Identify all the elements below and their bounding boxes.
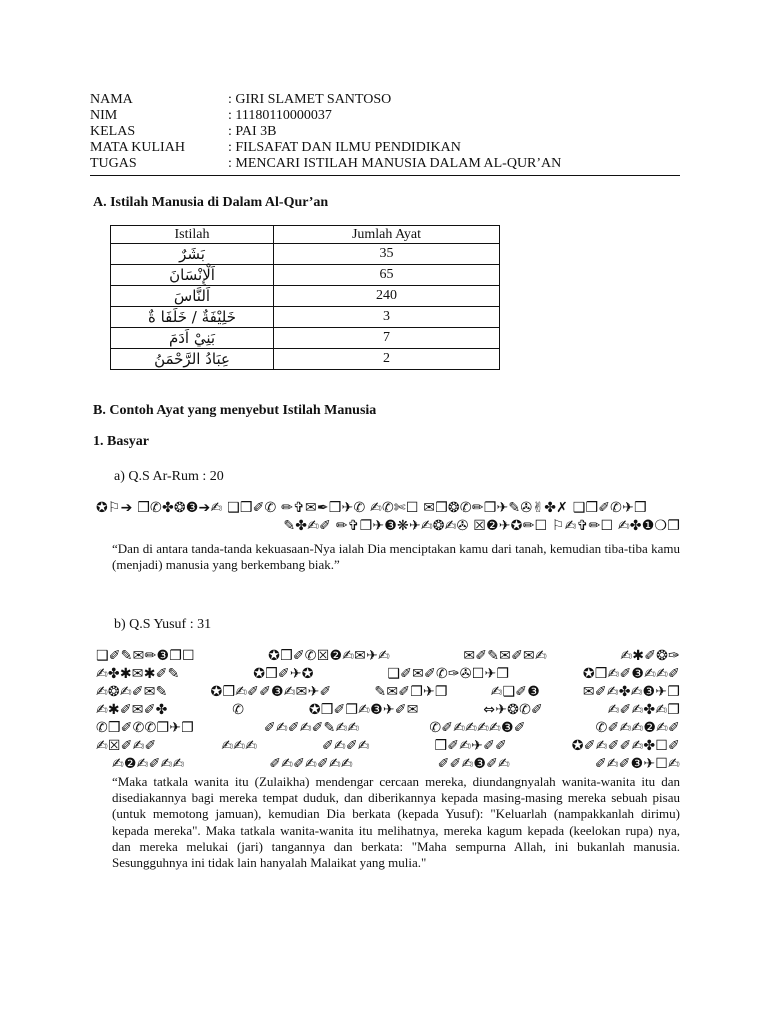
table-row bbox=[111, 328, 500, 349]
tugas-value: : MENCARI ISTILAH MANUSIA DALAM AL-QUR’AN bbox=[228, 156, 562, 171]
student-info-header bbox=[90, 92, 680, 172]
header-row-nama bbox=[90, 92, 680, 108]
arabic-word: ⇔✈❂✆✐ bbox=[483, 702, 543, 718]
table-cell-count: 240 bbox=[274, 286, 500, 307]
arabic-word: ✆❒✐✆✆❐✈❐ bbox=[96, 720, 194, 736]
header-row-tugas bbox=[90, 156, 680, 172]
nim-value: : 11180110000037 bbox=[228, 108, 332, 123]
translation-yusuf: “Maka tatkala wanita itu (Zulaikha) mendengar cercaan mereka, diundangnyalah wanita-wanita itu dan disediakannya bagi mereka tempat duduk, dan diberikannya kepada masing-masing mereka sebuah pisau (untuk memotong jamuan), kemudian Dia berkata (kepada Yusuf): "Keluarlah (nampakkanlah dirimu) kepada mereka". Maka tatkala wanita-wanita itu melihatnya, mereka kagum kepada (keelokan rupa) nya, dan mereka melukai (jari) tangannya dan berkata: "Maha sempurna Allah, ini bukanlah manusia. Sesungguhnya ini tidak lain hanyalah Malaikat yang mulia." bbox=[112, 774, 680, 871]
kelas-value: : PAI 3B bbox=[228, 124, 277, 139]
verse-ref-ar-rum: a) Q.S Ar-Rum : 20 bbox=[114, 469, 224, 484]
table-cell-term: اَلْإِنْسَانَ bbox=[111, 265, 274, 286]
arabic-word: ✪✐✍✐✐✍✤☐✐ bbox=[571, 738, 680, 754]
arabic-word: ✆✐✍✍❷✍✐ bbox=[595, 720, 680, 736]
table-cell-term: خَلِيْفَةٌ / خَلَفَا ةٌ bbox=[111, 307, 274, 328]
nim-label: NIM bbox=[90, 108, 118, 123]
subsection-basyar-heading: 1. Basyar bbox=[93, 434, 149, 449]
header-row-kelas bbox=[90, 124, 680, 140]
arabic-word: ✎✉✐❐✈❐ bbox=[374, 684, 448, 700]
table-cell-term: عِبَادُ الرَّحْمَنُ bbox=[111, 349, 274, 370]
header-row-nim bbox=[90, 108, 680, 124]
istilah-table bbox=[110, 225, 500, 370]
arabic-verse-line bbox=[96, 701, 680, 719]
section-a-heading: A. Istilah Manusia di Dalam Al-Qur’an bbox=[93, 195, 329, 210]
arabic-word: ✪❒✐❐✍❸✈✐✉ bbox=[308, 702, 419, 718]
table-cell-count: 65 bbox=[274, 265, 500, 286]
arabic-word: ✆ bbox=[232, 702, 245, 718]
arabic-word: ✐✍✐✍ bbox=[321, 738, 370, 754]
arabic-word: ✉✐✍✤✍❸✈❐ bbox=[582, 684, 680, 700]
table-row bbox=[111, 349, 500, 370]
table-cell-count: 35 bbox=[274, 244, 500, 265]
arabic-word: ❑✐✉✐✆✑✇☐✈❐ bbox=[387, 666, 510, 682]
arabic-word: ✆✐✍✍✍✍❸✐ bbox=[429, 720, 526, 736]
nama-label: NAMA bbox=[90, 92, 133, 107]
mata-kuliah-value: : FILSAFAT DAN ILMU PENDIDIKAN bbox=[228, 140, 461, 155]
table-cell-count: 2 bbox=[274, 349, 500, 370]
arabic-word: ❑✐✎✉✏❸❐☐ bbox=[96, 648, 195, 664]
arabic-word: ✍✤✱✉✱✐✎ bbox=[96, 666, 180, 682]
arabic-word: ✍✐✍✤✍❐ bbox=[607, 702, 680, 718]
table-header-istilah: Istilah bbox=[111, 226, 274, 244]
nama-value: : GIRI SLAMET SANTOSO bbox=[228, 92, 392, 107]
header-divider bbox=[90, 175, 680, 176]
kelas-label: KELAS bbox=[90, 124, 136, 139]
arabic-word: ✐✍✐✍✐✍✍ bbox=[269, 756, 353, 772]
arabic-word: ✪❒✐✈✪ bbox=[253, 666, 314, 682]
verse-ref-yusuf: b) Q.S Yusuf : 31 bbox=[114, 617, 212, 632]
arabic-verse-line bbox=[96, 737, 680, 755]
translation-ar-rum: “Dan di antara tanda-tanda kekuasaan-Nya ialah Dia menciptakan kamu dari tanah, kemudian tiba-tiba kamu (menjadi) manusia yang berkembang biak.” bbox=[112, 541, 680, 573]
table-row bbox=[111, 286, 500, 307]
arabic-verse-line: ✪⚐➔ ❒✆✤❂❸➔✍ ❑❒✐✆ ✏✞✉✒❒✈✆ ✍✆✄☐ ✉❐❂✆✏❐✈✎✇✌✤✗ ❑❒✐✆✈❒ bbox=[96, 500, 647, 516]
arabic-verse-line bbox=[96, 647, 680, 665]
arabic-word: ✪❒✍✐❸✍✍✐ bbox=[582, 666, 680, 682]
table-row bbox=[111, 307, 500, 328]
table-cell-term: اَلنَّاسَ bbox=[111, 286, 274, 307]
arabic-word: ✐✍✐❸✈☐✍ bbox=[594, 756, 680, 772]
arabic-word: ✐✍✐✍✐✎✍✍ bbox=[263, 720, 360, 736]
table-row bbox=[111, 244, 500, 265]
arabic-word: ✍☒✐✍✐ bbox=[96, 738, 157, 754]
arabic-word: ✍✱✐❂✑ bbox=[620, 648, 680, 664]
arabic-word: ✐✐✍❸✐✍ bbox=[437, 756, 510, 772]
arabic-word: ✉✐✎✉✐✉✍ bbox=[463, 648, 547, 664]
table-cell-term: بَشَرٌ bbox=[111, 244, 274, 265]
arabic-verse-line bbox=[96, 719, 680, 737]
arabic-word: ✍❷✍✐✍✍ bbox=[112, 756, 185, 772]
table-cell-term: بَنِيْ اَدَمَ bbox=[111, 328, 274, 349]
arabic-word: ✍❂✍✐✉✎ bbox=[96, 684, 168, 700]
arabic-word: ✍✱✐✉✐✤ bbox=[96, 702, 168, 718]
arabic-verse-line bbox=[96, 665, 680, 683]
table-row bbox=[111, 265, 500, 286]
arabic-word: ✪❒✐✆☒❷✍✉✈✍ bbox=[268, 648, 390, 664]
table-cell-count: 7 bbox=[274, 328, 500, 349]
arabic-word: ✍❑✐❸ bbox=[490, 684, 540, 700]
arabic-verse-line bbox=[96, 683, 680, 701]
table-cell-count: 3 bbox=[274, 307, 500, 328]
header-row-mata-kuliah bbox=[90, 140, 680, 156]
arabic-word: ❒✐✍✈✐✐ bbox=[434, 738, 507, 754]
arabic-verse-line: ✎✤✍✐ ✏✞❐✈❸❋✈✍❂✍✇ ☒❷✈✪✏☐ ⚐✍✞✏☐ ✍✤❶❍❐ bbox=[283, 518, 680, 534]
section-b-heading: B. Contoh Ayat yang menyebut Istilah Manusia bbox=[93, 403, 377, 418]
tugas-label: TUGAS bbox=[90, 156, 137, 171]
arabic-verse-line bbox=[112, 755, 680, 773]
arabic-word: ✍✍✍ bbox=[221, 738, 258, 754]
table-header-jumlah-ayat: Jumlah Ayat bbox=[274, 226, 500, 244]
mata-kuliah-label: MATA KULIAH bbox=[90, 140, 185, 155]
table-header-row bbox=[111, 226, 500, 244]
arabic-word: ✪❒✍✐✐❸✍✉✈✐ bbox=[210, 684, 332, 700]
